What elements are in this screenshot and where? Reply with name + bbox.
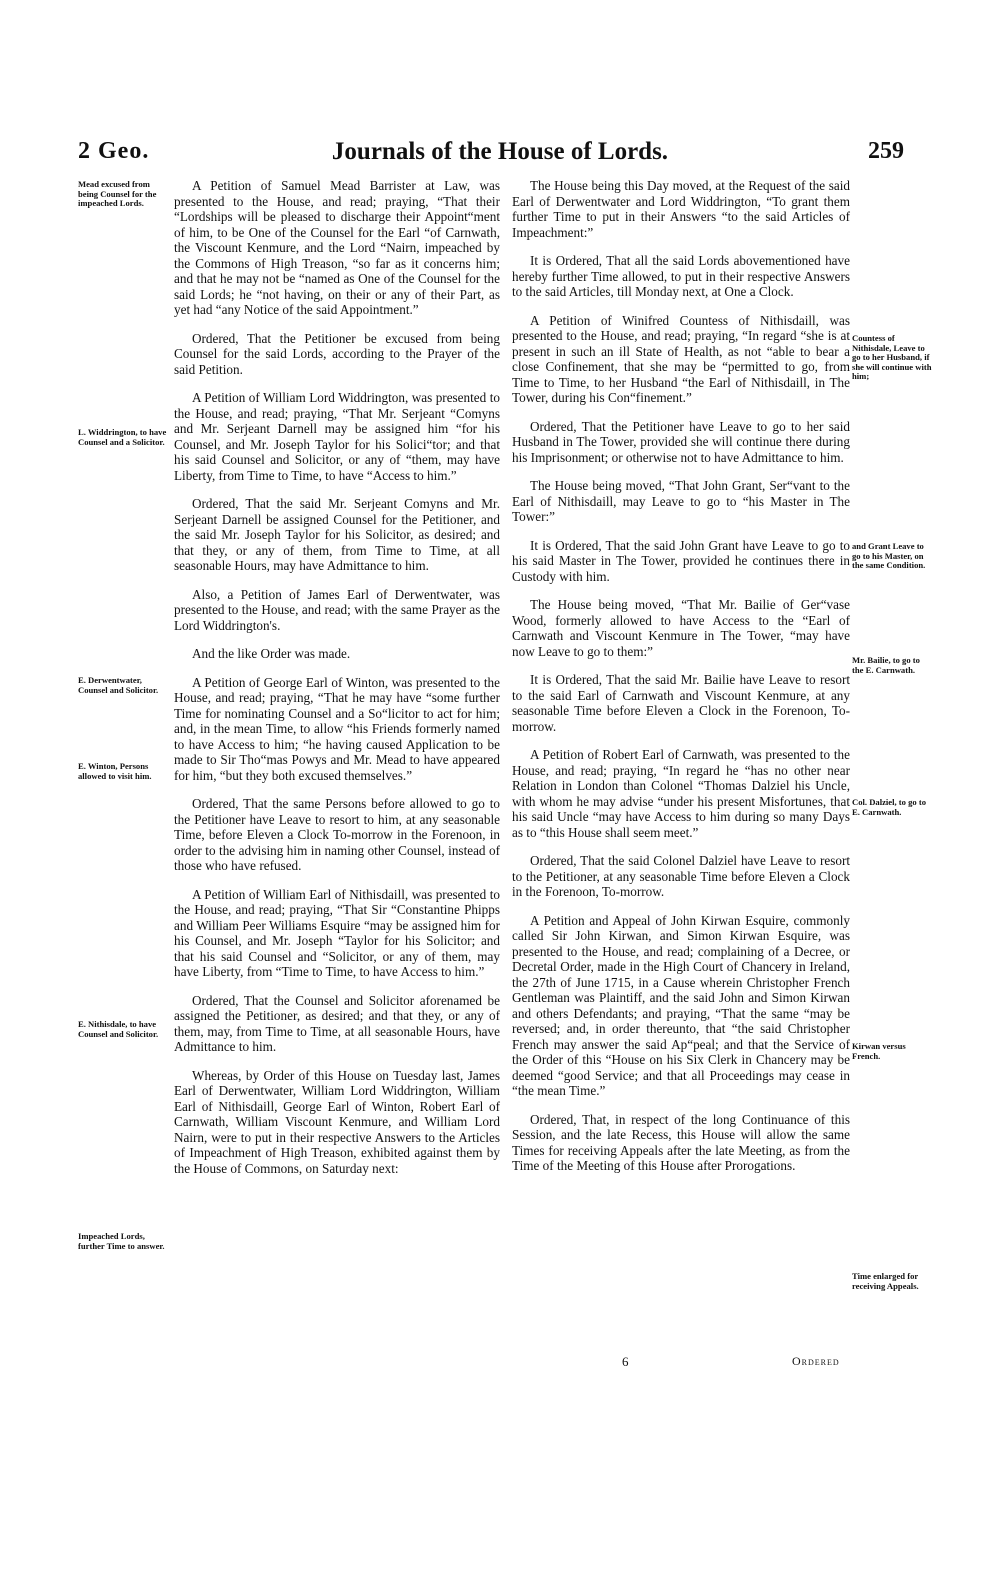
margin-note: Countess of Nithisdale, Leave to go to her Husband, if she will continue with him;	[852, 333, 932, 382]
right-column	[512, 178, 850, 1187]
entry-paragraph: Also, a Petition of James Earl of Derwentwater, was presented to the House, and read; with the same Prayer as the Lord Widdrington's.	[174, 586, 500, 633]
order-paragraph: Ordered, That the Counsel and Solicitor aforenamed be assigned the Petitioner, as desired; and that they, or any of them, may, from Time to Time, at all seasonable Hours, have Admittance to him.	[174, 992, 500, 1054]
page-header	[0, 138, 992, 178]
order-paragraph: It is Ordered, That the said John Grant have Leave to go to his said Master in The Tower, provided he continues there in Custody with him.	[512, 537, 850, 584]
order-paragraph: And the like Order was made.	[192, 646, 351, 661]
margin-note: E. Nithisdale, to have Counsel and Solicitor.	[78, 1019, 159, 1039]
entry-paragraph: A Petition of Winifred Countess of Nithisdaill, was presented to the House, and read; praying, “In regard “she is at present in such an ill State of Health, as not “able to bear a close Confinement, that she may be “permitted to go, from Time to Time, to her Husband “the Earl of Nithisdaill, in The Tower, during his Con“finement.”	[512, 312, 850, 405]
margin-note: Col. Dalziel, to go to E. Carnwath.	[852, 797, 926, 817]
order-paragraph: Ordered, That the said Mr. Serjeant Comyns and Mr. Serjeant Darnell be assigned Counsel for the Petitioner, and the said Mr. Joseph Taylor for his Solicitor, as desired; and that they, or any of them, from Time to Time, at all seasonable Hours, may have Admittance to him.	[174, 496, 500, 573]
header-reign: 2 Geo.	[78, 138, 150, 164]
margin-note: Mead excused from being Counsel for the impeached Lords.	[78, 179, 157, 209]
order-paragraph: It is Ordered, That all the said Lords abovementioned have hereby further Time allowed, to put in their respective Answers to the said Articles, till Monday next, at One a Clock.	[512, 253, 850, 299]
left-column	[174, 178, 500, 1189]
order-paragraph: Ordered, That the said Colonel Dalziel have Leave to resort to the Petitioner, at any seasonable Time before Eleven a Clock in the Forenoon, To-morrow.	[512, 853, 850, 899]
signature-mark: 6	[622, 1354, 629, 1369]
order-paragraph: It is Ordered, That the said Mr. Bailie have Leave to resort to the said Earl of Carnwath and Viscount Kenmure, at any seasonable Time before Eleven a Clock in the Forenoon, To-morrow.	[512, 672, 850, 734]
margin-note: L. Widdrington, to have Counsel and a Solicitor.	[78, 427, 167, 447]
margin-note: E. Derwentwater, Counsel and Solicitor.	[78, 675, 159, 695]
entry-paragraph: The House being moved, “That John Grant, Ser“vant to the Earl of Nithisdaill, may Leave to go to “his Master in The Tower:”	[512, 478, 850, 524]
margin-note: E. Winton, Persons allowed to visit him.	[78, 761, 152, 781]
order-paragraph: Ordered, That the same Persons before allowed to go to the Petitioner have Leave to resort to him, at any seasonable Time, before Eleven a Clock To-morrow in the Forenoon, in order to the advising him in naming other Counsel, instead of those who have refused.	[174, 796, 500, 873]
entry-paragraph: A Petition of George Earl of Winton, was presented to the House, and read; praying, “That he may have “some further Time for nominating Counsel and a So“licitor to act for him; and, in the mean Time, to allow “his Friends formerly named to have Access to him; “he having caused Application to be made to Sir Tho“mas Powys and Mr. Mead to have appeared for him, “but they both excused themselves.”	[174, 674, 500, 783]
margin-note: Impeached Lords, further Time to answer.	[78, 1231, 165, 1251]
entry-paragraph: A Petition of William Earl of Nithisdaill, was presented to the House, and read; praying, “That Sir “Constantine Phipps and William Peer Williams Esquire “may be assigned him for his Counsel, and Mr. Joseph “Taylor for his Solicitor; and that his said Counsel and “Solicitor, or any of them, may have Liberty, from “Time to Time, to have Access to him.”	[174, 886, 500, 979]
entry-paragraph: The House being moved, “That Mr. Bailie of Ger“vase Wood, formerly allowed to have Access to the “Earl of Carnwath and Viscount Kenmure in The Tower, “may have now Leave to go to them:”	[512, 597, 850, 659]
order-paragraph: Ordered, That, in respect of the long Continuance of this Session, and the late Recess, this House will allow the same Times for receiving Appeals after the late Meeting, as from the Time of the Meeting of this House after Prorogations.	[512, 1111, 850, 1173]
entry-paragraph: A Petition of Samuel Mead Barrister at Law, was presented to the House, and read; praying, “That their “Lordships will be pleased to discharge their Appoint“ment of him, to be One of the Counsel for the Earl “of Carnwath, the Viscount Kenmure, and the Lord “Nairn, impeached by the Commons of High Treason, “so far as it concerns him; and that he may not be “named as One of the Counsel for the said Lords; he “not having, on their or any of their Part, as yet had “any Notice of the said Appointment.”	[174, 178, 500, 317]
header-title: Journals of the House of Lords.	[331, 138, 669, 165]
entry-paragraph: A Petition of William Lord Widdrington, was presented to the House, and read; praying, “That Mr. Serjeant “Comyns and Mr. Serjeant Darnell may be assigned him “for his Counsel, and Mr. Joseph Taylor for his Solici“tor; and that his said Counsel and Solicitor, or any of “them, may have Liberty, from Time to Time, to have “Access to him.”	[174, 390, 500, 483]
catchword: Ordered	[792, 1354, 840, 1368]
entry-paragraph: A Petition of Robert Earl of Carnwath, was presented to the House, and read; praying, “In regard he “has no other near Relation in London than Colonel “Thomas Dalziel his Uncle, with whom he may advise “under his present Misfortunes, that his said Uncle “may have Access to him during so many Days as to “this House shall seem meet.”	[512, 747, 850, 840]
order-paragraph: Ordered, That the Petitioner be excused from being Counsel for the said Lords, according to the Prayer of the said Petition.	[174, 330, 500, 377]
entry-paragraph: Whereas, by Order of this House on Tuesday last, James Earl of Derwentwater, William Lord Widdrington, William Earl of Nithisdaill, George Earl of Winton, Robert Earl of Carnwath, William Viscount Kenmure, and William Lord Nairn, were to put in their respective Answers to the Articles of Impeachment of High Treason, exhibited against them by the House of Commons, on Saturday next:	[174, 1067, 500, 1176]
entry-paragraph: A Petition and Appeal of John Kirwan Esquire, commonly called Sir John Kirwan, and Simon Kirwan Esquire, was presented to the House, and read; complaining of a Decree, or Decretal Order, made in the High Court of Chancery in Ireland, the 27th of June 1715, in a Cause wherein Christopher French Gentleman was Plaintiff, and the said John and Simon Kirwan and others Defendants; and praying, “That the same “may be reversed; and, in order thereunto, that “the said Christopher French may answer the said Ap“peal; and that the Service of the Order of this “House on his Six Clerk in Chancery may be deemed “good Service; and that all Proceedings may cease in “the mean Time.”	[512, 912, 850, 1098]
entry-paragraph: The House being this Day moved, at the Request of the said Earl of Derwentwater and Lord Widdrington, “To grant them further Time to put in their Answers “to the said Articles of Impeachment:”	[512, 178, 850, 240]
margin-note: Time enlarged for receiving Appeals.	[852, 1271, 919, 1291]
margin-note: Mr. Bailie, to go to the E. Carnwath.	[852, 655, 920, 675]
margin-note: and Grant Leave to go to his Master, on the same Condition.	[852, 541, 926, 571]
order-paragraph: Ordered, That the Petitioner have Leave to go to her said Husband in The Tower, provided she will continue there during his Imprisonment; or otherwise not to have Admittance to him.	[512, 418, 850, 465]
header-page-number: 259	[868, 138, 904, 164]
margin-note: Kirwan versus French.	[852, 1041, 906, 1061]
